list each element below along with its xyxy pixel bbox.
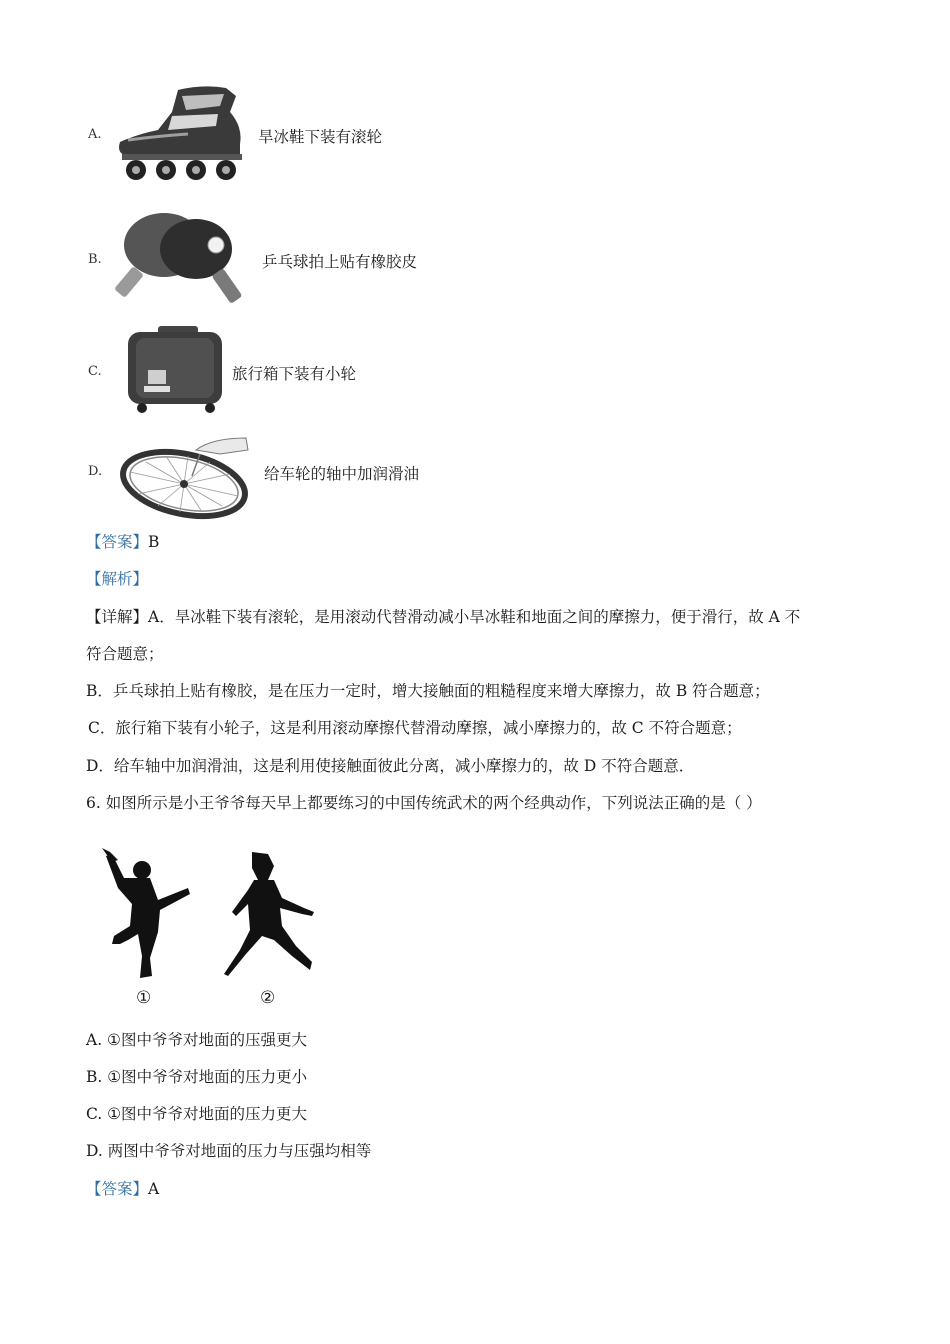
- analysis-line-1: [86, 605, 800, 627]
- answer-q6: [86, 1177, 159, 1199]
- analysis-label: 【解析】: [86, 570, 149, 588]
- ping-pong-paddles-icon: [112, 205, 262, 310]
- analysis-line-4: C．旅行箱下装有小轮子，这是利用滚动摩擦代替滑动摩擦，减小摩擦力的，故 C 不符合题意；: [88, 719, 742, 737]
- option-b-letter: B.: [88, 252, 102, 267]
- suitcase-icon: [122, 324, 232, 416]
- q6-option-a: A. ①图中爷爷对地面的压强更大: [86, 1031, 307, 1049]
- q6-option-b: B. ①图中爷爷对地面的压力更小: [86, 1068, 308, 1086]
- question-6-stem: 6. 如图所示是小王爷爷每天早上都要练习的中国传统武术的两个经典动作，下列说法正确的是（ ）: [86, 794, 762, 812]
- q6-option-d: D. 两图中爷爷对地面的压力与压强均相等: [86, 1142, 372, 1160]
- figure-label-1: ①: [136, 988, 152, 1008]
- analysis-text-1: A．旱冰鞋下装有滚轮，是用滚动代替滑动减小旱冰鞋和地面之间的摩擦力，便于滑行，故 A 不: [148, 608, 801, 626]
- martial-arts-figure-1: [98, 848, 194, 982]
- analysis-line-3: B．乒乓球拍上贴有橡胶，是在压力一定时，增大接触面的粗糙程度来增大摩擦力，故 B 符合题意；: [86, 682, 770, 700]
- analysis-line-2: 符合题意；: [86, 645, 164, 663]
- answer-label: 【答案】: [86, 533, 149, 551]
- option-c-text: 旅行箱下装有小轮: [232, 365, 357, 383]
- answer-q6-label: 【答案】: [86, 1180, 149, 1198]
- inline-skate-icon: [108, 82, 258, 182]
- answer-q6-value: A: [148, 1180, 160, 1198]
- answer-q5: [86, 530, 159, 552]
- answer-value: B: [148, 533, 160, 551]
- option-c-letter: C.: [88, 364, 102, 379]
- analysis-line-5: D．给车轴中加润滑油，这是利用使接触面彼此分离，减小摩擦力的，故 D 不符合题意．: [86, 757, 695, 775]
- bicycle-wheel-icon: [116, 432, 266, 522]
- option-a-letter: A.: [88, 127, 102, 142]
- option-a-text: 旱冰鞋下装有滚轮: [258, 128, 383, 146]
- figure-label-2: ②: [260, 988, 276, 1008]
- option-d-text: 给车轮的轴中加润滑油: [264, 465, 420, 483]
- detail-label: 【详解】: [86, 608, 149, 626]
- q6-option-c: C. ①图中爷爷对地面的压力更大: [86, 1105, 308, 1123]
- option-b-text: 乒乓球拍上贴有橡胶皮: [262, 253, 418, 271]
- option-d-letter: D.: [88, 464, 103, 479]
- martial-arts-figure-2: [218, 850, 318, 982]
